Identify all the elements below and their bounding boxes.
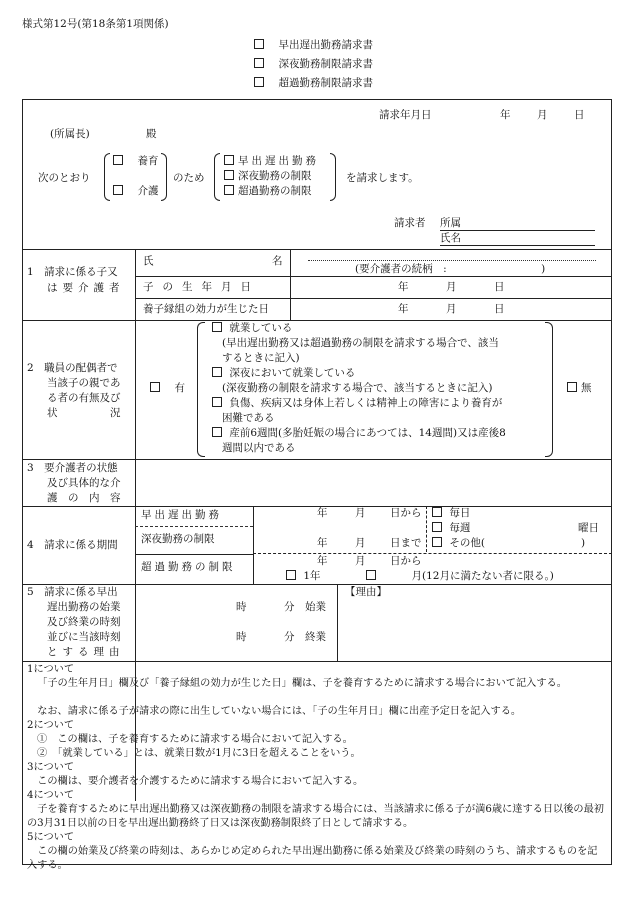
weekday-label: 曜日 — [578, 522, 599, 534]
divider — [22, 584, 612, 585]
request-suffix: を請求します。 — [346, 172, 419, 184]
kind-overtime-limit[interactable]: 超過勤務の制限 — [224, 185, 312, 198]
title-early-late[interactable]: 早出遅出勤務請求書 — [254, 39, 373, 52]
hour-label: 時 — [236, 631, 247, 643]
day-label: 日 — [574, 109, 585, 121]
sec2-label: 2 職員の配偶者で — [27, 362, 118, 374]
sec3-label: 護 の 内 容 — [47, 492, 121, 504]
name-mei: 名 — [272, 255, 283, 267]
start-time-label: 分 始業 — [284, 601, 326, 613]
honorific: 殿 — [146, 128, 157, 140]
spouse-no[interactable]: 無 — [567, 382, 592, 395]
checkbox[interactable] — [366, 570, 376, 580]
bracket-right — [330, 153, 336, 201]
sec5-label: 並びに当該時刻 — [47, 631, 121, 643]
period-early-late: 早出遅出勤務 — [141, 509, 222, 521]
dashed-col — [426, 506, 427, 552]
sec3-label: 及び具体的な介 — [47, 477, 121, 489]
from-label: 日から — [390, 555, 422, 567]
status-note: (深夜勤務の制限を請求する場合で、該当するときに記入) — [222, 382, 493, 394]
adoption-date-label: 養子縁組の効力が生じた日 — [143, 303, 269, 315]
checkbox[interactable] — [286, 570, 296, 580]
bracket-left — [104, 153, 110, 201]
divider — [135, 276, 612, 277]
divider — [22, 249, 612, 250]
checkbox[interactable] — [254, 39, 264, 49]
dashed-line — [253, 553, 612, 554]
note-2-item-1: ① この欄は、子を養育するために請求する場合において記入する。 — [37, 734, 353, 745]
month-label: 月 — [446, 303, 457, 315]
month-label: 月 — [355, 555, 366, 567]
col-line — [253, 506, 254, 584]
divider — [22, 459, 612, 460]
checkbox[interactable] — [432, 537, 442, 547]
freq-weekly[interactable]: 毎週 — [432, 522, 470, 535]
sec3-label: 3 要介護者の状態 — [27, 462, 118, 474]
reason-nurture[interactable]: 養育 — [113, 155, 159, 168]
sec2-label: る者の有無及び — [47, 392, 121, 404]
checkbox[interactable] — [224, 185, 234, 195]
lead-text: 次のとおり — [38, 172, 91, 184]
divider — [22, 320, 612, 321]
addressee: (所属長) — [50, 128, 90, 140]
status-note: するときに記入) — [222, 352, 300, 364]
close-paren: ) — [581, 537, 586, 549]
name-underline — [440, 245, 595, 246]
affiliation-label: 所属 — [440, 217, 461, 229]
day-label: 日 — [494, 281, 505, 293]
checkbox[interactable] — [212, 367, 222, 377]
note-1-text-2: なお、請求に係る子が請求の際に出生していない場合には、「子の生年月日」欄に出産予定日を記入する。 — [37, 706, 522, 717]
checkbox[interactable] — [224, 155, 234, 165]
status-night-working[interactable]: 深夜において就業している — [212, 367, 355, 380]
sec2-label: 状 況 — [47, 407, 121, 419]
requester-label: 請求者 — [394, 217, 426, 229]
month-label: 月 — [446, 281, 457, 293]
sec4-label: 4 請求に係る期間 — [27, 539, 118, 551]
year-label: 年 — [398, 281, 409, 293]
note-5-text: この欄の始業及び終業の時刻は、あらかじめ定められた早出遅出勤務に係る始業及び終業の時刻のうち、請求するものを記入する。 — [27, 846, 598, 871]
col-line — [290, 249, 291, 320]
status-note: 困難である — [222, 412, 275, 424]
checkbox[interactable] — [113, 185, 123, 195]
year-label: 年 — [317, 555, 328, 567]
year-label: 年 — [317, 507, 328, 519]
bracket-right — [545, 322, 553, 457]
sec2-label: 当該子の親であ — [47, 377, 121, 389]
checkbox[interactable] — [113, 155, 123, 165]
checkbox[interactable] — [432, 522, 442, 532]
sec5-label: 5 請求に係る早出 — [27, 586, 118, 598]
birthdate-label: 子の生年月日 — [143, 281, 260, 293]
kind-night-limit[interactable]: 深夜勤務の制限 — [224, 170, 312, 183]
note-2-item-2: ② 「就業している」とは、就業日数が1月に3日を超えることをいう。 — [37, 748, 361, 759]
note-5-heading: 5について — [27, 832, 75, 843]
one-year-option[interactable]: 1年 — [286, 570, 321, 583]
checkbox[interactable] — [212, 322, 222, 332]
checkbox[interactable] — [212, 397, 222, 407]
status-note: 週間以内である — [222, 442, 296, 454]
divider — [135, 298, 612, 299]
until-label: 日まで — [390, 537, 422, 549]
relation-field[interactable]: (要介護者の続柄 : ) — [355, 263, 546, 275]
from-label: 日から — [390, 507, 422, 519]
freq-other[interactable]: その他( — [432, 537, 485, 550]
period-overtime-limit: 超過勤務の制限 — [141, 561, 236, 573]
end-time-label: 分 終業 — [284, 631, 326, 643]
note-3-heading: 3について — [27, 762, 75, 773]
checkbox[interactable] — [432, 507, 442, 517]
checkbox[interactable] — [150, 382, 160, 392]
dotted-line — [308, 260, 596, 261]
sec5-label: 遅出勤務の始業 — [47, 601, 121, 613]
divider — [135, 554, 253, 555]
reason-care[interactable]: 介護 — [113, 185, 159, 198]
note-2-heading: 2について — [27, 720, 75, 731]
year-label: 年 — [398, 303, 409, 315]
status-maternity[interactable]: 産前6週間(多胎妊娠の場合にあつては、14週間)又は産後8 — [212, 427, 506, 440]
sec5-label: とする理由 — [47, 646, 125, 658]
period-night-limit: 深夜勤務の制限 — [141, 533, 215, 545]
status-note: (早出遅出勤務又は超過勤務の制限を請求する場合で、該当 — [222, 337, 499, 349]
col-line — [337, 584, 338, 661]
reason-label: 【理由】 — [345, 586, 387, 598]
day-label: 日 — [494, 303, 505, 315]
year-label: 年 — [317, 537, 328, 549]
note-1-heading: 1について — [27, 664, 75, 675]
note-3-text: この欄は、要介護者を介護するために請求する場合において記入する。 — [37, 776, 364, 787]
bracket-left — [214, 153, 220, 201]
note-4-text: 子を養育するために早出遅出勤務又は深夜勤務の制限を請求する場合には、当該請求に係る子が満6歳に達する日以後の最初の3月31日以前の日を早出遅出勤務終了日又は深夜勤務制限終了日として請求する。 — [27, 804, 604, 829]
bracket-left — [197, 322, 205, 457]
name-shi: 氏 — [143, 255, 154, 267]
bracket-right — [161, 153, 167, 201]
year-label: 年 — [500, 109, 511, 121]
freq-daily[interactable]: 毎日 — [432, 507, 470, 520]
sec1-label: 1 請求に係る子又 — [27, 266, 118, 278]
care-details-field[interactable] — [140, 462, 608, 504]
status-working[interactable]: 就業している — [212, 322, 292, 335]
for-text: のため — [173, 172, 205, 184]
checkbox[interactable] — [224, 170, 234, 180]
dashed-line — [135, 526, 253, 527]
checkbox[interactable] — [254, 58, 264, 68]
kind-early-late[interactable]: 早出遅出勤務 — [224, 155, 319, 168]
month-label: 月 — [355, 507, 366, 519]
title-overtime-limit[interactable]: 超過勤務制限請求書 — [254, 77, 373, 90]
form-number: 様式第12号(第18条第1項関係) — [22, 18, 169, 30]
month-label: 月 — [355, 537, 366, 549]
spouse-yes[interactable]: 有 — [150, 382, 185, 395]
divider — [22, 661, 612, 662]
request-date-label: 請求年月日 — [379, 109, 432, 121]
sec5-label: 及び終業の時刻 — [47, 616, 121, 628]
sec1-label2: は要介護者 — [47, 282, 125, 294]
checkbox[interactable] — [567, 382, 577, 392]
note-4-heading: 4について — [27, 790, 75, 801]
affiliation-underline — [440, 230, 595, 231]
checkbox[interactable] — [254, 77, 264, 87]
checkbox[interactable] — [212, 427, 222, 437]
status-disabled[interactable]: 負傷、疾病又は身体上若しくは精神上の障害により養育が — [212, 397, 502, 410]
note-1-text: 「子の生年月日」欄及び「養子縁組の効力が生じた日」欄は、子を養育するために請求する場合において記入する。 — [37, 678, 567, 689]
month-label: 月 — [537, 109, 548, 121]
name-label: 氏名 — [440, 232, 461, 244]
hour-label: 時 — [236, 601, 247, 613]
title-night-limit[interactable]: 深夜勤務制限請求書 — [254, 58, 373, 71]
months-option[interactable]: 月(12月に満たない者に限る。) — [366, 570, 554, 583]
